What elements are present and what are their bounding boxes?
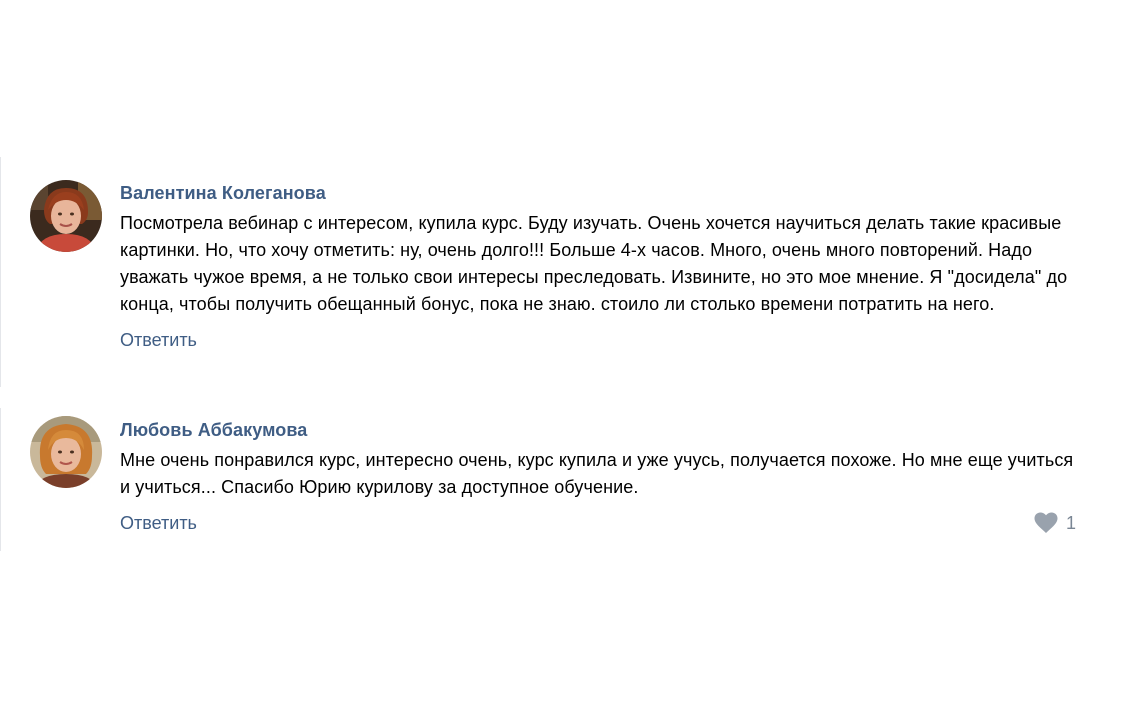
author-name[interactable]: Любовь Аббакумова — [120, 420, 308, 440]
comment — [0, 408, 1124, 551]
comment-actions — [120, 328, 1090, 352]
avatar-photo — [30, 416, 102, 488]
author-name[interactable]: Валентина Колеганова — [120, 183, 326, 203]
comments-thread — [0, 157, 1124, 551]
comment-body — [120, 181, 1090, 352]
comment-text: Мне очень понравился курс, интересно очень, курс купила и уже учусь, получается похоже. Но мне еще учиться и учиться... Спасибо Юрию курилову за доступное обучение. — [120, 450, 1074, 497]
like-count: 1 — [1065, 513, 1076, 533]
like-button[interactable] — [1034, 511, 1076, 535]
comment-body — [120, 418, 1090, 535]
heart-icon — [1034, 512, 1058, 534]
avatar[interactable] — [30, 180, 102, 252]
avatar[interactable] — [30, 416, 102, 488]
reply-button[interactable]: Ответить — [120, 330, 197, 350]
comment — [0, 157, 1124, 387]
avatar-photo — [30, 180, 102, 252]
reply-button[interactable]: Ответить — [120, 513, 197, 533]
comment-actions — [120, 511, 1090, 535]
comment-text: Посмотрела вебинар с интересом, купила курс. Буду изучать. Очень хочется научиться делать такие красивые картинки. Но, что хочу отметить: ну, очень долго!!! Больше 4-х часов. Много, очень много повторений. Надо уважать чужое время, а не только свои интересы преследовать. Извините, но это мое мнение. Я "досидела" до конца, чтобы получить обещанный бонус, пока не знаю. стоило ли столько времени потратить на него. — [120, 213, 1068, 314]
